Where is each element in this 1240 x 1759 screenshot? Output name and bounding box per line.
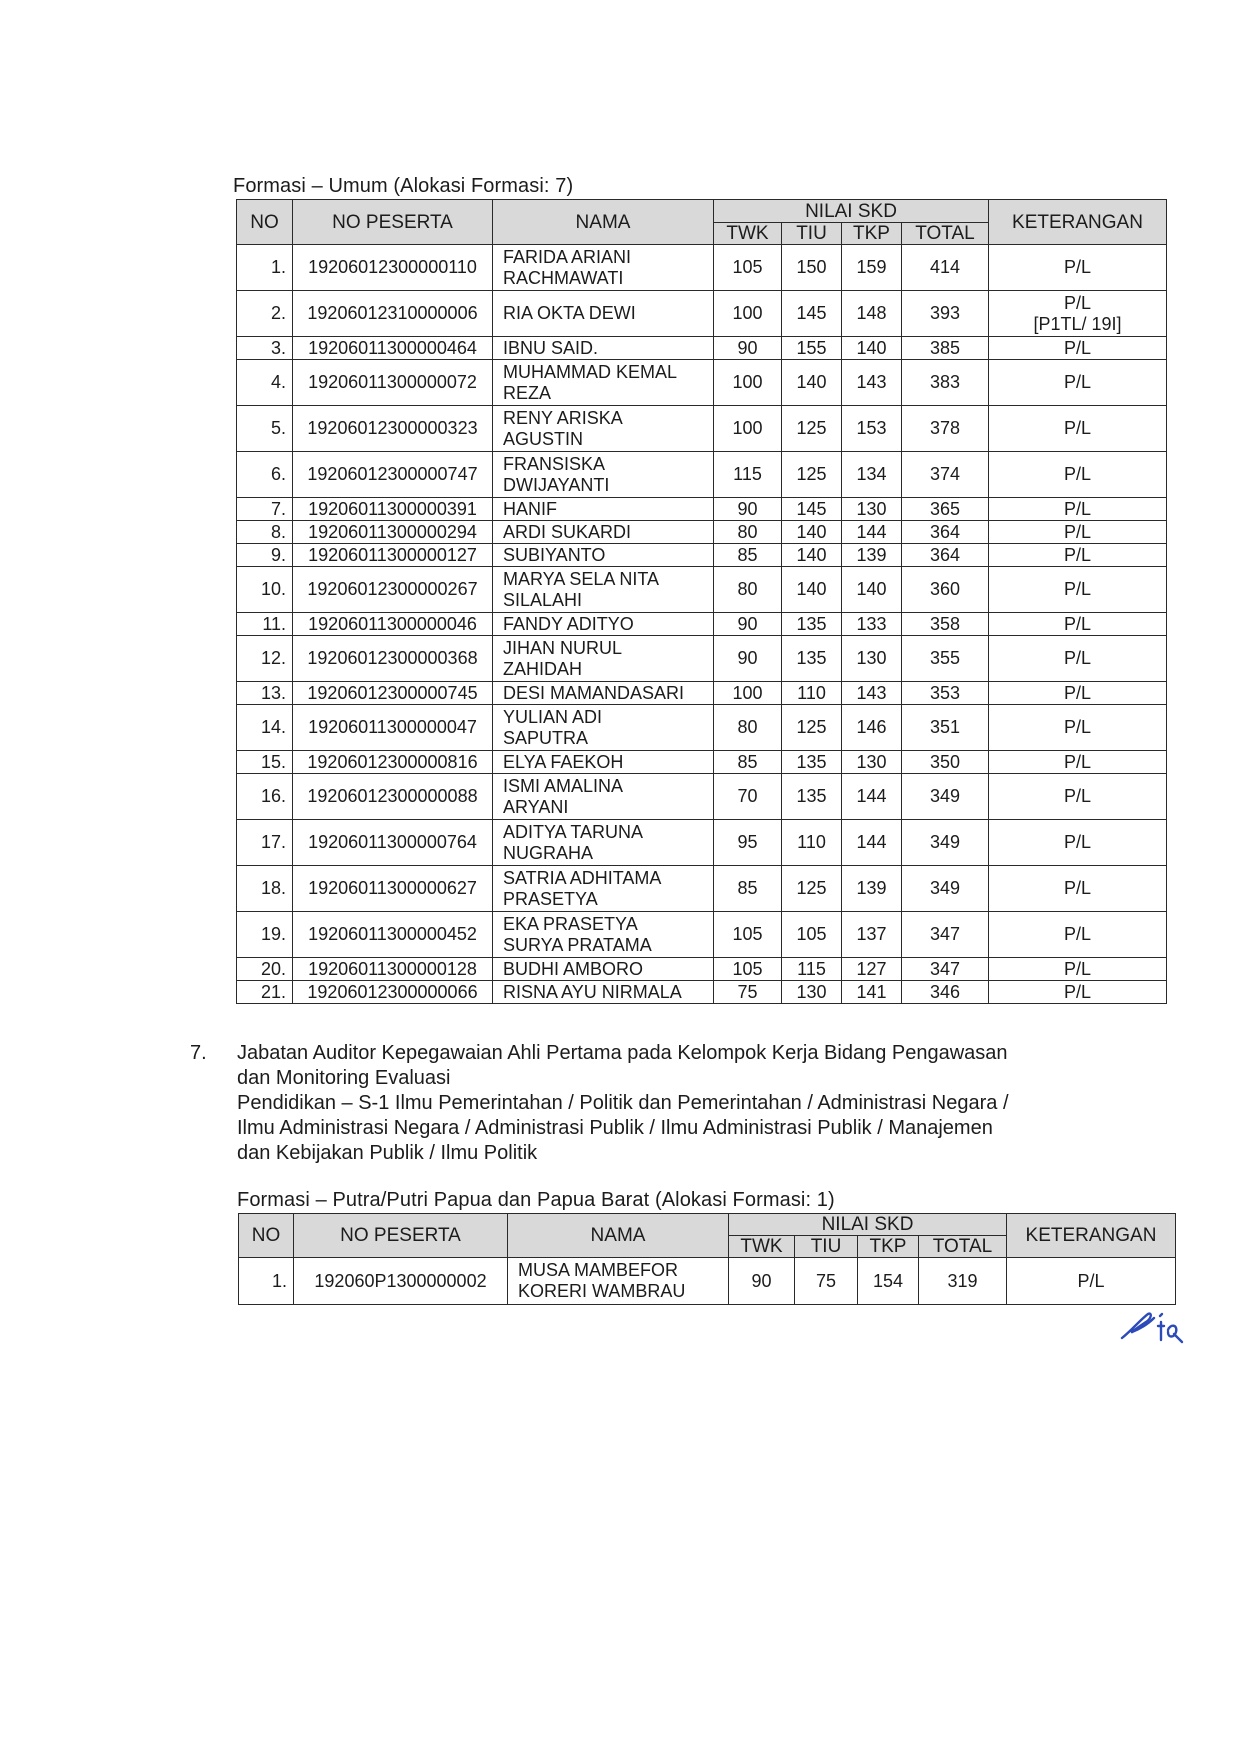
score-twk: 80	[714, 705, 782, 751]
row-number: 6.	[237, 452, 293, 498]
participant-name-line: MUSA MAMBEFOR	[518, 1260, 679, 1280]
row-number: 13.	[237, 682, 293, 705]
participant-name-line: PRASETYA	[503, 888, 598, 909]
score-tiu: 135	[782, 751, 842, 774]
score-twk: 70	[714, 774, 782, 820]
participant-name	[493, 820, 714, 866]
participant-name	[493, 544, 714, 567]
keterangan-line: P/L	[1063, 337, 1092, 358]
header-nilai-skd: NILAI SKD	[714, 200, 989, 223]
row-number: 3.	[237, 337, 293, 360]
keterangan	[989, 406, 1167, 452]
participant-name-line: ARYANI	[503, 796, 569, 817]
score-tkp: 140	[842, 567, 902, 613]
score-total: 383	[902, 360, 989, 406]
row-number: 15.	[237, 751, 293, 774]
participant-name-line: ZAHIDAH	[503, 658, 583, 679]
participant-number: 19206012300000066	[293, 981, 493, 1004]
keterangan-line: P/L	[1063, 579, 1092, 599]
table-row	[237, 544, 1167, 567]
table-row	[237, 751, 1167, 774]
participant-name	[493, 245, 714, 291]
score-tiu: 125	[782, 406, 842, 452]
participant-name	[493, 337, 714, 360]
header-total: TOTAL	[902, 223, 989, 245]
score-tkp: 130	[842, 751, 902, 774]
score-tiu: 125	[782, 705, 842, 751]
participant-name-line: NUGRAHA	[503, 842, 594, 863]
header-tkp: TKP	[842, 223, 902, 245]
score-twk: 100	[714, 360, 782, 406]
participant-name-line: SATRIA ADHITAMA	[503, 867, 662, 888]
participant-number: 19206011300000127	[293, 544, 493, 567]
header-total: TOTAL	[919, 1236, 1007, 1258]
score-twk: 115	[714, 452, 782, 498]
score-tiu: 140	[782, 360, 842, 406]
participant-number: 19206012300000088	[293, 774, 493, 820]
score-twk: 90	[714, 498, 782, 521]
score-total: 347	[902, 958, 989, 981]
participant-number: 19206011300000128	[293, 958, 493, 981]
score-tiu: 130	[782, 981, 842, 1004]
score-twk: 100	[714, 291, 782, 337]
row-number: 1.	[237, 245, 293, 291]
section-7-line: Jabatan Auditor Kepegawaian Ahli Pertama pada Kelompok Kerja Bidang Pengawasan	[237, 1042, 1008, 1064]
participant-name-line: KORERI WAMBRAU	[518, 1281, 686, 1301]
score-tiu: 110	[782, 682, 842, 705]
score-total: 360	[902, 567, 989, 613]
signature-icon	[1118, 1308, 1198, 1358]
results-table-papua	[238, 1213, 1176, 1305]
keterangan	[989, 613, 1167, 636]
score-tkp: 141	[842, 981, 902, 1004]
keterangan	[989, 958, 1167, 981]
section-7-line: Pendidikan – S-1 Ilmu Pemerintahan / Politik dan Pemerintahan / Administrasi Negara /	[237, 1092, 1009, 1114]
participant-number: 19206012300000747	[293, 452, 493, 498]
header-no: NO	[237, 200, 293, 245]
keterangan-line: P/L	[1063, 464, 1092, 484]
keterangan	[989, 705, 1167, 751]
score-total: 319	[919, 1258, 1007, 1305]
score-total: 385	[902, 337, 989, 360]
participant-name-line: JIHAN NURUL	[503, 637, 623, 658]
participant-name	[493, 958, 714, 981]
header-no-peserta: NO PESERTA	[293, 200, 493, 245]
section-7-line: Ilmu Administrasi Negara / Administrasi Publik / Ilmu Administrasi Publik / Manajemen	[237, 1117, 993, 1139]
table-row	[237, 337, 1167, 360]
score-tkp: 144	[842, 774, 902, 820]
handwritten-initials	[1118, 1308, 1198, 1363]
keterangan-line: P/L	[1063, 717, 1092, 737]
participant-name-line: DWIJAYANTI	[503, 474, 610, 495]
participant-name	[493, 774, 714, 820]
keterangan-line: P/L	[1063, 924, 1092, 944]
score-tkp: 134	[842, 452, 902, 498]
score-tiu: 125	[782, 866, 842, 912]
row-number: 14.	[237, 705, 293, 751]
table-row	[237, 636, 1167, 682]
keterangan	[989, 521, 1167, 544]
table-header-row	[239, 1214, 1176, 1236]
keterangan	[989, 291, 1167, 337]
row-number: 19.	[237, 912, 293, 958]
keterangan-line: P/L	[1063, 958, 1092, 979]
participant-name	[493, 452, 714, 498]
header-tkp: TKP	[858, 1236, 919, 1258]
score-twk: 95	[714, 820, 782, 866]
participant-number: 19206011300000764	[293, 820, 493, 866]
row-number: 16.	[237, 774, 293, 820]
participant-name	[493, 636, 714, 682]
table-row	[237, 820, 1167, 866]
participant-name-line: DESI MAMANDASARI	[503, 682, 685, 703]
keterangan-line: P/L	[1063, 648, 1092, 668]
table-row	[237, 521, 1167, 544]
score-tkp: 140	[842, 337, 902, 360]
score-total: 364	[902, 521, 989, 544]
keterangan	[989, 567, 1167, 613]
participant-name	[493, 291, 714, 337]
participant-name-line: ELYA FAEKOH	[503, 751, 624, 772]
table-row	[237, 912, 1167, 958]
score-tiu: 140	[782, 521, 842, 544]
table-row	[237, 682, 1167, 705]
score-total: 358	[902, 613, 989, 636]
table-row	[237, 981, 1167, 1004]
participant-name	[493, 912, 714, 958]
table-row	[237, 406, 1167, 452]
row-number: 5.	[237, 406, 293, 452]
score-tkp: 130	[842, 636, 902, 682]
participant-name-line: EKA PRASETYA	[503, 913, 638, 934]
participant-name-line: HANIF	[503, 498, 557, 519]
score-total: 365	[902, 498, 989, 521]
participant-number: 19206011300000072	[293, 360, 493, 406]
keterangan	[989, 820, 1167, 866]
header-tiu: TIU	[795, 1236, 858, 1258]
participant-name-line: AGUSTIN	[503, 428, 584, 449]
keterangan	[989, 912, 1167, 958]
table-row	[237, 774, 1167, 820]
score-tiu: 155	[782, 337, 842, 360]
participant-name-line: IBNU SAID.	[503, 337, 599, 358]
participant-number: 19206012300000323	[293, 406, 493, 452]
keterangan-line: P/L	[1063, 544, 1092, 565]
table-row	[237, 452, 1167, 498]
participant-name-line: YULIAN ADI	[503, 706, 603, 727]
participant-number: 19206012300000267	[293, 567, 493, 613]
table1-body	[237, 245, 1167, 1004]
row-number: 20.	[237, 958, 293, 981]
keterangan	[989, 682, 1167, 705]
score-twk: 85	[714, 866, 782, 912]
score-tiu: 115	[782, 958, 842, 981]
row-number: 1.	[239, 1258, 294, 1305]
participant-name	[508, 1258, 729, 1305]
score-twk: 100	[714, 682, 782, 705]
participant-name	[493, 705, 714, 751]
keterangan-line: P/L	[1063, 751, 1092, 772]
section-7-line: dan Monitoring Evaluasi	[237, 1067, 451, 1089]
table-row	[237, 866, 1167, 912]
score-total: 349	[902, 866, 989, 912]
participant-name-line: SUBIYANTO	[503, 544, 606, 565]
table-row	[237, 613, 1167, 636]
table-row	[237, 498, 1167, 521]
score-tkp: 143	[842, 682, 902, 705]
score-tiu: 125	[782, 452, 842, 498]
score-tkp: 127	[842, 958, 902, 981]
keterangan-line: P/L	[1063, 292, 1092, 313]
table-row	[237, 360, 1167, 406]
score-tkp: 137	[842, 912, 902, 958]
header-keterangan: KETERANGAN	[989, 200, 1167, 245]
participant-name-line: MUHAMMAD KEMAL	[503, 361, 678, 382]
score-tiu: 140	[782, 567, 842, 613]
score-total: 346	[902, 981, 989, 1004]
score-total: 347	[902, 912, 989, 958]
keterangan	[989, 636, 1167, 682]
participant-name-line: FANDY ADITYO	[503, 613, 634, 634]
row-number: 4.	[237, 360, 293, 406]
score-tiu: 140	[782, 544, 842, 567]
score-twk: 90	[714, 636, 782, 682]
row-number: 10.	[237, 567, 293, 613]
participant-number: 19206012300000745	[293, 682, 493, 705]
score-twk: 105	[714, 958, 782, 981]
score-twk: 90	[729, 1258, 795, 1305]
participant-number: 192060P1300000002	[294, 1258, 508, 1305]
participant-number: 19206011300000046	[293, 613, 493, 636]
keterangan-line: P/L	[1063, 981, 1092, 1002]
participant-name-line: ISMI AMALINA	[503, 775, 624, 796]
score-total: 355	[902, 636, 989, 682]
score-twk: 85	[714, 751, 782, 774]
table-row	[237, 958, 1167, 981]
keterangan-line: P/L	[1063, 418, 1092, 438]
section-7-line: dan Kebijakan Publik / Ilmu Politik	[237, 1142, 538, 1164]
keterangan	[989, 751, 1167, 774]
participant-name-line: REZA	[503, 382, 552, 403]
row-number: 9.	[237, 544, 293, 567]
table-row	[237, 705, 1167, 751]
header-twk: TWK	[729, 1236, 795, 1258]
score-tkp: 154	[858, 1258, 919, 1305]
keterangan-line: [P1TL/ 19I]	[1033, 313, 1122, 334]
participant-name	[493, 613, 714, 636]
participant-name	[493, 360, 714, 406]
score-total: 351	[902, 705, 989, 751]
participant-name-line: ARDI SUKARDI	[503, 521, 632, 542]
table-row	[237, 291, 1167, 337]
score-twk: 85	[714, 544, 782, 567]
score-tkp: 139	[842, 866, 902, 912]
participant-name	[493, 521, 714, 544]
participant-name-line: RENY ARISKA	[503, 407, 623, 428]
header-nama: NAMA	[508, 1214, 729, 1258]
score-total: 414	[902, 245, 989, 291]
table1-caption: Formasi – Umum (Alokasi Formasi: 7)	[233, 175, 574, 197]
table-row	[237, 567, 1167, 613]
keterangan	[989, 498, 1167, 521]
score-tkp: 133	[842, 613, 902, 636]
row-number: 11.	[237, 613, 293, 636]
score-twk: 80	[714, 567, 782, 613]
score-total: 353	[902, 682, 989, 705]
score-tiu: 135	[782, 774, 842, 820]
participant-name-line: RACHMAWATI	[503, 267, 624, 288]
keterangan-line: P/L	[1063, 832, 1092, 852]
score-total: 374	[902, 452, 989, 498]
keterangan	[989, 544, 1167, 567]
score-tkp: 148	[842, 291, 902, 337]
score-twk: 105	[714, 245, 782, 291]
section-7-text	[237, 1041, 1087, 1166]
score-tiu: 105	[782, 912, 842, 958]
participant-name	[493, 981, 714, 1004]
participant-name	[493, 751, 714, 774]
score-twk: 105	[714, 912, 782, 958]
participant-name-line: MARYA SELA NITA	[503, 568, 660, 589]
score-twk: 90	[714, 613, 782, 636]
participant-name-line: FARIDA ARIANI	[503, 246, 632, 267]
score-total: 350	[902, 751, 989, 774]
score-tiu: 145	[782, 498, 842, 521]
participant-name	[493, 682, 714, 705]
participant-name	[493, 866, 714, 912]
section-number: 7.	[190, 1042, 207, 1064]
score-tiu: 110	[782, 820, 842, 866]
score-total: 378	[902, 406, 989, 452]
participant-number: 19206012300000816	[293, 751, 493, 774]
participant-number: 19206011300000391	[293, 498, 493, 521]
row-number: 21.	[237, 981, 293, 1004]
score-total: 393	[902, 291, 989, 337]
row-number: 8.	[237, 521, 293, 544]
participant-name	[493, 567, 714, 613]
header-nama: NAMA	[493, 200, 714, 245]
header-no-peserta: NO PESERTA	[294, 1214, 508, 1258]
score-total: 349	[902, 820, 989, 866]
results-table-umum	[236, 199, 1167, 1004]
row-number: 12.	[237, 636, 293, 682]
score-twk: 80	[714, 521, 782, 544]
header-twk: TWK	[714, 223, 782, 245]
participant-number: 19206012310000006	[293, 291, 493, 337]
score-tiu: 150	[782, 245, 842, 291]
score-twk: 100	[714, 406, 782, 452]
participant-number: 19206011300000047	[293, 705, 493, 751]
keterangan	[1007, 1258, 1176, 1305]
score-tiu: 135	[782, 636, 842, 682]
header-no: NO	[239, 1214, 294, 1258]
score-twk: 75	[714, 981, 782, 1004]
participant-name-line: BUDHI AMBORO	[503, 958, 644, 979]
keterangan	[989, 866, 1167, 912]
keterangan	[989, 774, 1167, 820]
keterangan	[989, 360, 1167, 406]
keterangan	[989, 337, 1167, 360]
header-nilai-skd: NILAI SKD	[729, 1214, 1007, 1236]
participant-name-line: SILALAHI	[503, 589, 583, 610]
participant-name	[493, 406, 714, 452]
score-tkp: 144	[842, 820, 902, 866]
score-twk: 90	[714, 337, 782, 360]
participant-number: 19206011300000294	[293, 521, 493, 544]
keterangan-line: P/L	[1063, 498, 1092, 519]
participant-name-line: RISNA AYU NIRMALA	[503, 981, 682, 1002]
score-tiu: 135	[782, 613, 842, 636]
score-tkp: 153	[842, 406, 902, 452]
keterangan-line: P/L	[1063, 257, 1092, 277]
keterangan	[989, 452, 1167, 498]
keterangan-line: P/L	[1063, 682, 1092, 703]
participant-name-line: SAPUTRA	[503, 727, 589, 748]
participant-name-line: ADITYA TARUNA	[503, 821, 644, 842]
table2-body	[239, 1258, 1176, 1305]
participant-name-line: RIA OKTA DEWI	[503, 303, 636, 323]
participant-number: 19206011300000464	[293, 337, 493, 360]
table-row	[237, 245, 1167, 291]
score-tkp: 139	[842, 544, 902, 567]
keterangan-line: P/L	[1077, 1270, 1105, 1291]
row-number: 2.	[237, 291, 293, 337]
row-number: 7.	[237, 498, 293, 521]
table-row	[239, 1258, 1176, 1305]
score-total: 349	[902, 774, 989, 820]
participant-number: 19206012300000368	[293, 636, 493, 682]
keterangan	[989, 981, 1167, 1004]
keterangan-line: P/L	[1063, 613, 1092, 634]
participant-number: 19206011300000452	[293, 912, 493, 958]
score-tkp: 146	[842, 705, 902, 751]
header-tiu: TIU	[782, 223, 842, 245]
participant-name-line: FRANSISKA	[503, 453, 606, 474]
participant-number: 19206012300000110	[293, 245, 493, 291]
table2-caption: Formasi – Putra/Putri Papua dan Papua Barat (Alokasi Formasi: 1)	[237, 1189, 835, 1211]
score-tkp: 130	[842, 498, 902, 521]
participant-name	[493, 498, 714, 521]
score-tiu: 145	[782, 291, 842, 337]
table-header-row	[237, 200, 1167, 223]
row-number: 17.	[237, 820, 293, 866]
keterangan-line: P/L	[1063, 521, 1092, 542]
keterangan-line: P/L	[1063, 372, 1092, 392]
row-number: 18.	[237, 866, 293, 912]
keterangan-line: P/L	[1063, 786, 1092, 806]
keterangan	[989, 245, 1167, 291]
participant-number: 19206011300000627	[293, 866, 493, 912]
keterangan-line: P/L	[1063, 878, 1092, 898]
score-total: 364	[902, 544, 989, 567]
header-keterangan: KETERANGAN	[1007, 1214, 1176, 1258]
score-tkp: 144	[842, 521, 902, 544]
score-tiu: 75	[795, 1258, 858, 1305]
participant-name-line: SURYA PRATAMA	[503, 934, 652, 955]
score-tkp: 143	[842, 360, 902, 406]
score-tkp: 159	[842, 245, 902, 291]
